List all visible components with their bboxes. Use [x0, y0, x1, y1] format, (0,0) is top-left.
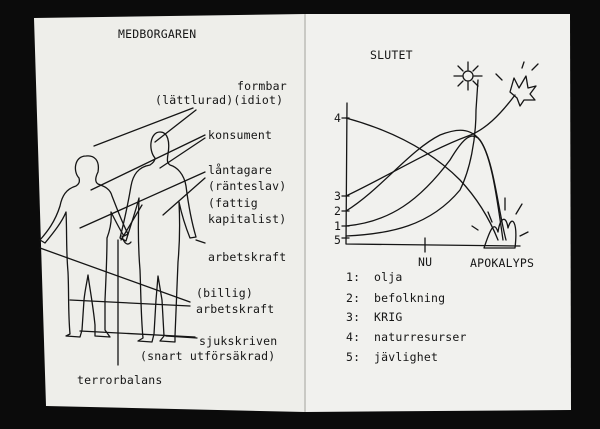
- ytick-label-3: 3: [334, 189, 342, 203]
- label-konsument: konsument: [208, 128, 273, 142]
- label-sjukskriven: sjukskriven: [199, 334, 278, 348]
- legend-label-krig: KRIG: [374, 310, 403, 324]
- xlabel-nu: NU: [418, 255, 433, 269]
- legend-label-befolkning: befolkning: [374, 291, 446, 305]
- label-utforsakrad: (snart utförsäkrad): [140, 349, 276, 363]
- legend-num-4: 4:: [346, 330, 361, 344]
- label-lantagare: låntagare: [208, 163, 273, 177]
- label-kapitalist: kapitalist): [208, 212, 287, 226]
- page-title-slutet: SLUTET: [370, 48, 413, 62]
- xlabel-apokalyps: APOKALYPS: [470, 256, 535, 270]
- legend-num-3: 3:: [346, 310, 361, 324]
- ytick-label-1: 1: [334, 219, 342, 233]
- label-arbetskraft: arbetskraft: [208, 250, 287, 264]
- label-billig: (billig): [196, 286, 253, 300]
- label-fattig: (fattig: [208, 196, 258, 210]
- legend-num-1: 1:: [346, 270, 361, 284]
- legend-num-2: 2:: [346, 291, 361, 305]
- legend-num-5: 5:: [346, 350, 361, 364]
- ytick-label-4: 4: [334, 111, 342, 125]
- legend-label-olja: olja: [374, 270, 403, 284]
- label-ranteslav: (ränteslav): [208, 179, 287, 193]
- label-terrorbalans: terrorbalans: [77, 373, 163, 387]
- legend-label-javlighet: jävlighet: [374, 350, 439, 364]
- label-lattlurad: (lättlurad)(idiot): [155, 93, 284, 107]
- label-formbar: formbar: [237, 79, 287, 93]
- label-arbetskraft-billig: arbetskraft: [196, 302, 275, 316]
- ytick-label-2: 2: [334, 204, 342, 218]
- ytick-label-5: 5: [334, 233, 342, 247]
- page-title-medborgaren: MEDBORGAREN: [118, 27, 197, 41]
- legend-label-naturresurser: naturresurser: [374, 330, 467, 344]
